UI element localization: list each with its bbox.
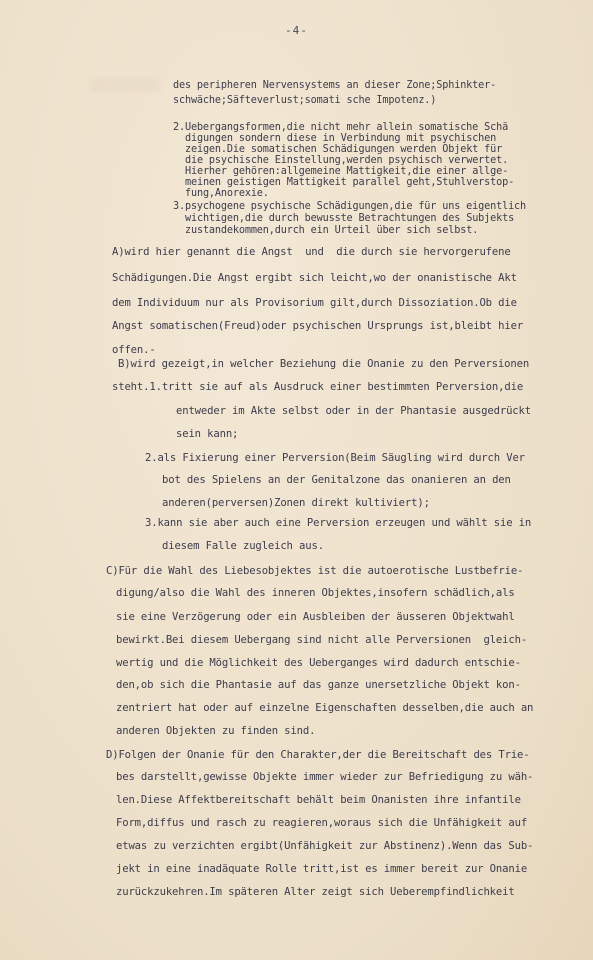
text-line: Angst somatischen(Freud)oder psychischen Ursprungs ist,bleibt hier (112, 320, 524, 332)
text-line: 3.kann sie aber auch eine Perversion erzeugen und wählt sie in (145, 517, 532, 529)
text-line: diesem Falle zugleich aus. (162, 540, 324, 552)
text-line: digung/also die Wahl des inneren Objektes,insofern schädlich,als (116, 587, 515, 599)
text-line: anderen Objekten zu finden sind. (116, 725, 316, 737)
text-line: Hierher gehören:allgemeine Mattigkeit,die einer allge- (185, 166, 509, 177)
text-line: etwas zu verzichten ergibt(Unfähigkeit zur Abstinenz).Wenn das Sub- (116, 840, 534, 852)
text-line: A)wird hier genannt die Angst und die durch sie hervorgerufene (112, 246, 511, 258)
text-line: zurückzukehren.Im späteren Alter zeigt sich Ueberempfindlichkeit (116, 886, 515, 898)
text-line: schwäche;Säfteverlust;somati sche Impotenz.) (173, 95, 437, 106)
text-line: sein kann; (176, 428, 239, 440)
text-line: wichtigen,die durch bewusste Betrachtungen des Subjekts (185, 213, 515, 224)
text-line: sie eine Verzögerung oder ein Ausbleiben der äusseren Objektwahl (116, 611, 515, 623)
text-line: des peripheren Nervensystems an dieser Zone;Sphinkter- (173, 80, 497, 91)
text-line: zentriert hat oder auf einzelne Eigenschaften desselben,die auch an (116, 702, 534, 714)
text-line: Form,diffus und rasch zu reagieren,woraus sich die Unfähigkeit auf (116, 817, 528, 829)
text-line: die psychische Einstellung,werden psychisch verwertet. (185, 155, 509, 166)
page-number: -4- (285, 24, 308, 37)
text-line: zustandekommen,durch ein Urteil über sich selbst. (185, 225, 479, 236)
text-line: fung,Anorexie. (185, 188, 269, 199)
text-line: 2.als Fixierung einer Perversion(Beim Säugling wird durch Ver (145, 452, 525, 464)
text-line: B)wird gezeigt,in welcher Beziehung die Onanie zu den Perversionen (118, 358, 530, 370)
text-line: digungen sondern diese in Verbindung mit psychischen (185, 133, 497, 144)
text-line: steht.1.tritt sie auf als Ausdruck einer bestimmten Perversion,die (112, 381, 524, 393)
text-line: offen.- (112, 344, 156, 356)
text-line: wertig und die Möglichkeit des Ueberganges wird dadurch entschie- (116, 657, 521, 669)
text-line: entweder im Akte selbst oder in der Phantasie ausgedrückt (176, 405, 531, 417)
text-line: 2.Uebergangsformen,die nicht mehr allein somatische Schä (173, 122, 509, 133)
text-line: zeigen.Die somatischen Schädigungen werden Objekt für (185, 144, 503, 155)
text-line: C)Für die Wahl des Liebesobjektes ist die autoerotische Lustbefrie- (106, 565, 524, 577)
text-line: 3.psychogene psychische Schädigungen,die für uns eigentlich (173, 201, 527, 212)
text-line: anderen(perversen)Zonen direkt kultiviert); (162, 497, 430, 509)
text-line: bewirkt.Bei diesem Uebergang sind nicht alle Perversionen gleich- (116, 634, 528, 646)
text-line: dem Individuum nur als Provisorium gilt,durch Dissoziation.Ob die (112, 297, 517, 309)
text-line: D)Folgen der Onanie für den Charakter,der die Bereitschaft des Trie- (106, 749, 530, 761)
text-line: jekt in eine inadäquate Rolle tritt,ist es immer bereit zur Onanie (116, 863, 528, 875)
text-line: Schädigungen.Die Angst ergibt sich leicht,wo der onanistische Akt (112, 272, 517, 284)
text-line: bot des Spielens an der Genitalzone das onanieren an den (162, 474, 511, 486)
text-line: len.Diese Affektbereitschaft behält beim Onanisten ihre infantile (116, 794, 521, 806)
text-line: bes darstellt,gewisse Objekte immer wieder zur Befriedigung zu wäh- (116, 771, 534, 783)
faded-bleedthrough (90, 78, 160, 92)
text-line: den,ob sich die Phantasie auf das ganze unersetzliche Objekt kon- (116, 679, 521, 691)
text-line: meinen geistigen Mattigkeit parallel geht,Stuhlverstop- (185, 177, 515, 188)
